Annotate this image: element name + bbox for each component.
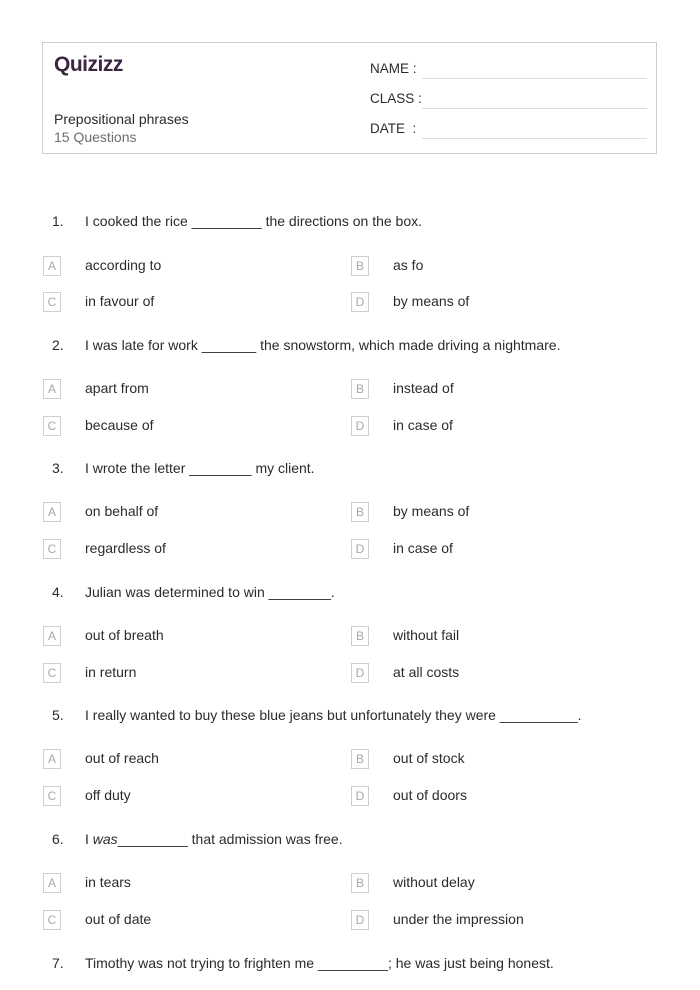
- question-text-italic: was: [92, 831, 118, 847]
- option-letter-box: A: [43, 502, 61, 522]
- option-text: without delay: [393, 874, 475, 890]
- question-count: 15 Questions: [54, 129, 137, 145]
- question-text: Julian was determined to win ________.: [85, 584, 335, 600]
- option-letter-box: B: [351, 873, 369, 893]
- option-letter-box: B: [351, 502, 369, 522]
- option-text: under the impression: [393, 911, 524, 927]
- option-letter-box: A: [43, 256, 61, 276]
- option-text: at all costs: [393, 664, 460, 680]
- class-line: [422, 108, 647, 109]
- question-number: 6.: [52, 831, 64, 847]
- question-text: [85, 831, 343, 847]
- question-number: 1.: [52, 213, 64, 229]
- worksheet-header: [42, 42, 657, 154]
- question-text: I really wanted to buy these blue jeans but unfortunately they were __________.: [85, 707, 582, 723]
- name-input[interactable]: [422, 61, 647, 78]
- option-text: off duty: [85, 787, 131, 803]
- option-text: in case of: [393, 540, 453, 556]
- option-letter-box: C: [43, 416, 61, 436]
- option-letter-box: D: [351, 663, 369, 683]
- option-letter-box: A: [43, 749, 61, 769]
- option-text: because of: [85, 417, 154, 433]
- option-letter-box: A: [43, 873, 61, 893]
- option-text: without fail: [393, 627, 460, 643]
- class-field: [370, 91, 647, 111]
- question-number: 3.: [52, 460, 64, 476]
- option-letter-box: C: [43, 786, 61, 806]
- option-letter-box: D: [351, 910, 369, 930]
- option-text: out of doors: [393, 787, 467, 803]
- option-letter-box: A: [43, 626, 61, 646]
- question-text: Timothy was not trying to frighten me _________; he was just being honest.: [85, 955, 554, 971]
- question-text-suffix: _________ that admission was free.: [117, 831, 343, 847]
- question-text: I wrote the letter ________ my client.: [85, 460, 315, 476]
- option-text: in return: [85, 664, 137, 680]
- date-input[interactable]: [422, 121, 647, 138]
- date-label: DATE :: [370, 121, 417, 136]
- date-field: [370, 121, 647, 141]
- name-field: [370, 61, 647, 81]
- option-text: as fo: [393, 257, 424, 273]
- option-letter-box: C: [43, 910, 61, 930]
- option-text: according to: [85, 257, 162, 273]
- option-text: by means of: [393, 293, 470, 309]
- question-number: 7.: [52, 955, 64, 971]
- question-number: 4.: [52, 584, 64, 600]
- option-letter-box: B: [351, 256, 369, 276]
- option-text: out of stock: [393, 750, 465, 766]
- question-text: I was late for work _______ the snowstorm, which made driving a nightmare.: [85, 337, 561, 353]
- option-text: regardless of: [85, 540, 166, 556]
- option-letter-box: D: [351, 786, 369, 806]
- option-text: instead of: [393, 380, 454, 396]
- question-number: 5.: [52, 707, 64, 723]
- option-letter-box: B: [351, 626, 369, 646]
- option-text: by means of: [393, 503, 470, 519]
- option-letter-box: A: [43, 379, 61, 399]
- option-text: out of date: [85, 911, 152, 927]
- option-letter-box: B: [351, 379, 369, 399]
- option-letter-box: D: [351, 539, 369, 559]
- option-text: in favour of: [85, 293, 155, 309]
- option-letter-box: B: [351, 749, 369, 769]
- option-text: on behalf of: [85, 503, 159, 519]
- name-line: [422, 78, 647, 79]
- quizizz-logo: Quizizz: [54, 53, 123, 76]
- question-number: 2.: [52, 337, 64, 353]
- option-text: out of breath: [85, 627, 164, 643]
- option-letter-box: D: [351, 416, 369, 436]
- option-text: in tears: [85, 874, 131, 890]
- option-text: out of reach: [85, 750, 159, 766]
- name-label: NAME :: [370, 61, 417, 76]
- question-text-prefix: I: [85, 831, 93, 847]
- option-letter-box: C: [43, 539, 61, 559]
- class-input[interactable]: [422, 91, 647, 108]
- option-letter-box: C: [43, 292, 61, 312]
- option-letter-box: D: [351, 292, 369, 312]
- class-label: CLASS :: [370, 91, 422, 106]
- question-text: I cooked the rice _________ the directions on the box.: [85, 213, 423, 229]
- quiz-title: Prepositional phrases: [54, 111, 189, 127]
- date-line: [422, 138, 647, 139]
- option-text: in case of: [393, 417, 453, 433]
- option-text: apart from: [85, 380, 149, 396]
- option-letter-box: C: [43, 663, 61, 683]
